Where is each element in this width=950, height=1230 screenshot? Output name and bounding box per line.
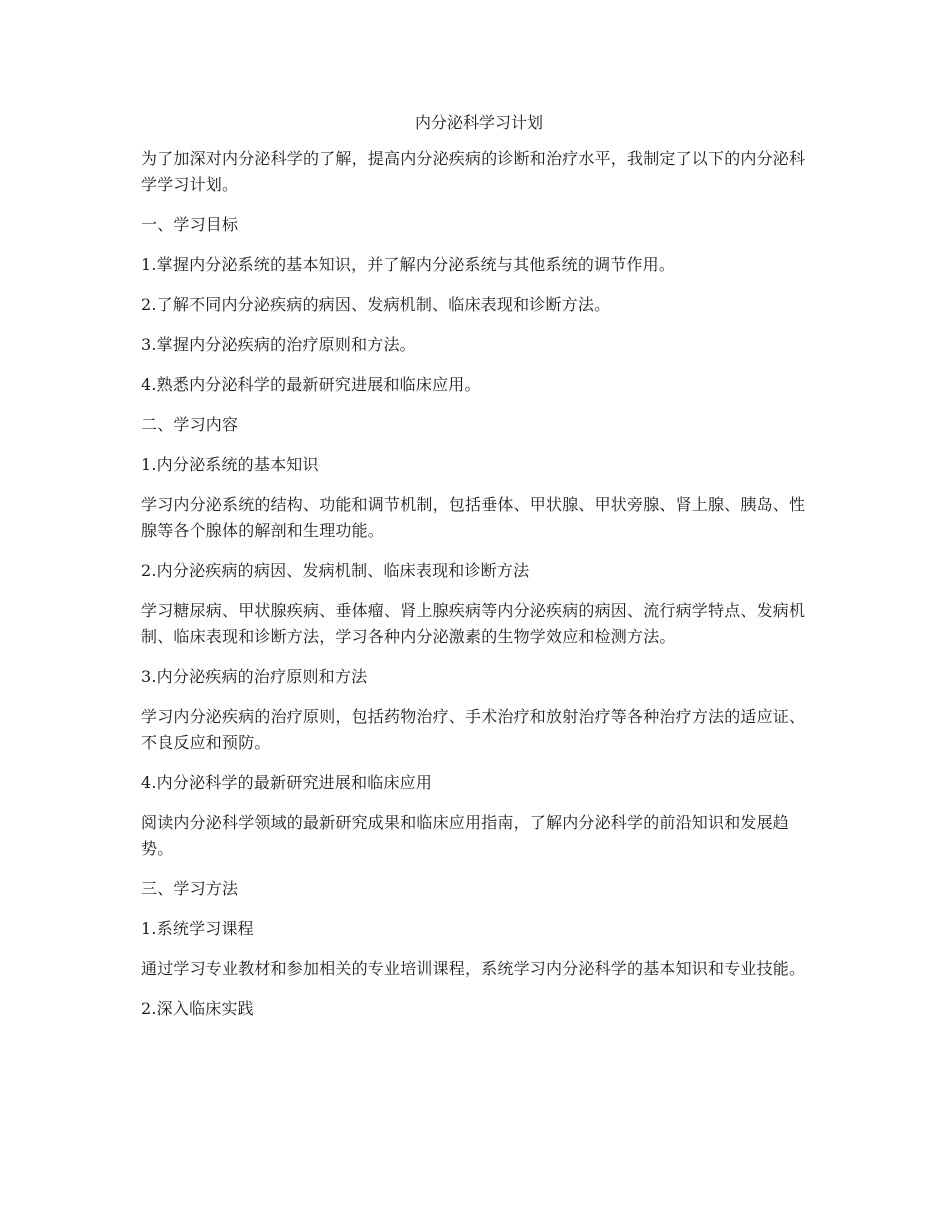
intro-paragraph: 为了加深对内分泌科学的了解，提高内分泌疾病的诊断和治疗水平，我制定了以下的内分泌科学学习计划。 xyxy=(141,149,806,194)
document-title: 内分泌科学习计划 xyxy=(414,113,543,132)
content-subheading-1: 1.内分泌系统的基本知识 xyxy=(141,455,319,474)
content-subheading-3: 3.内分泌疾病的治疗原则和方法 xyxy=(141,667,368,686)
method-subheading-1: 1.系统学习课程 xyxy=(141,919,254,938)
goal-item-4: 4.熟悉内分泌科学的最新研究进展和临床应用。 xyxy=(141,375,481,394)
content-paragraph-4: 阅读内分泌科学领域的最新研究成果和临床应用指南，了解内分泌科学的前沿知识和发展趋势。 xyxy=(141,813,790,858)
document-body xyxy=(141,110,811,1036)
content-paragraph-1: 学习内分泌系统的结构、功能和调节机制，包括垂体、甲状腺、甲状旁腺、肾上腺、胰岛、性腺等各个腺体的解剖和生理功能。 xyxy=(141,495,806,540)
section-heading-goals: 一、学习目标 xyxy=(141,215,239,234)
content-subheading-4: 4.内分泌科学的最新研究进展和临床应用 xyxy=(141,773,433,792)
content-paragraph-2: 学习糖尿病、甲状腺疾病、垂体瘤、肾上腺疾病等内分泌疾病的病因、流行病学特点、发病机制、临床表现和诊断方法，学习各种内分泌激素的生物学效应和检测方法。 xyxy=(141,601,806,646)
section-heading-methods: 三、学习方法 xyxy=(141,879,239,898)
content-paragraph-3: 学习内分泌疾病的治疗原则，包括药物治疗、手术治疗和放射治疗等各种治疗方法的适应证、不良反应和预防。 xyxy=(141,707,806,752)
method-subheading-2: 2.深入临床实践 xyxy=(141,999,254,1018)
goal-item-1: 1.掌握内分泌系统的基本知识，并了解内分泌系统与其他系统的调节作用。 xyxy=(141,255,676,274)
goal-item-2: 2.了解不同内分泌疾病的病因、发病机制、临床表现和诊断方法。 xyxy=(141,295,611,314)
method-paragraph-1: 通过学习专业教材和参加相关的专业培训课程，系统学习内分泌科学的基本知识和专业技能。 xyxy=(141,959,806,978)
content-subheading-2: 2.内分泌疾病的病因、发病机制、临床表现和诊断方法 xyxy=(141,561,530,580)
goal-item-3: 3.掌握内分泌疾病的治疗原则和方法。 xyxy=(141,335,416,354)
section-heading-content: 二、学习内容 xyxy=(141,415,239,434)
